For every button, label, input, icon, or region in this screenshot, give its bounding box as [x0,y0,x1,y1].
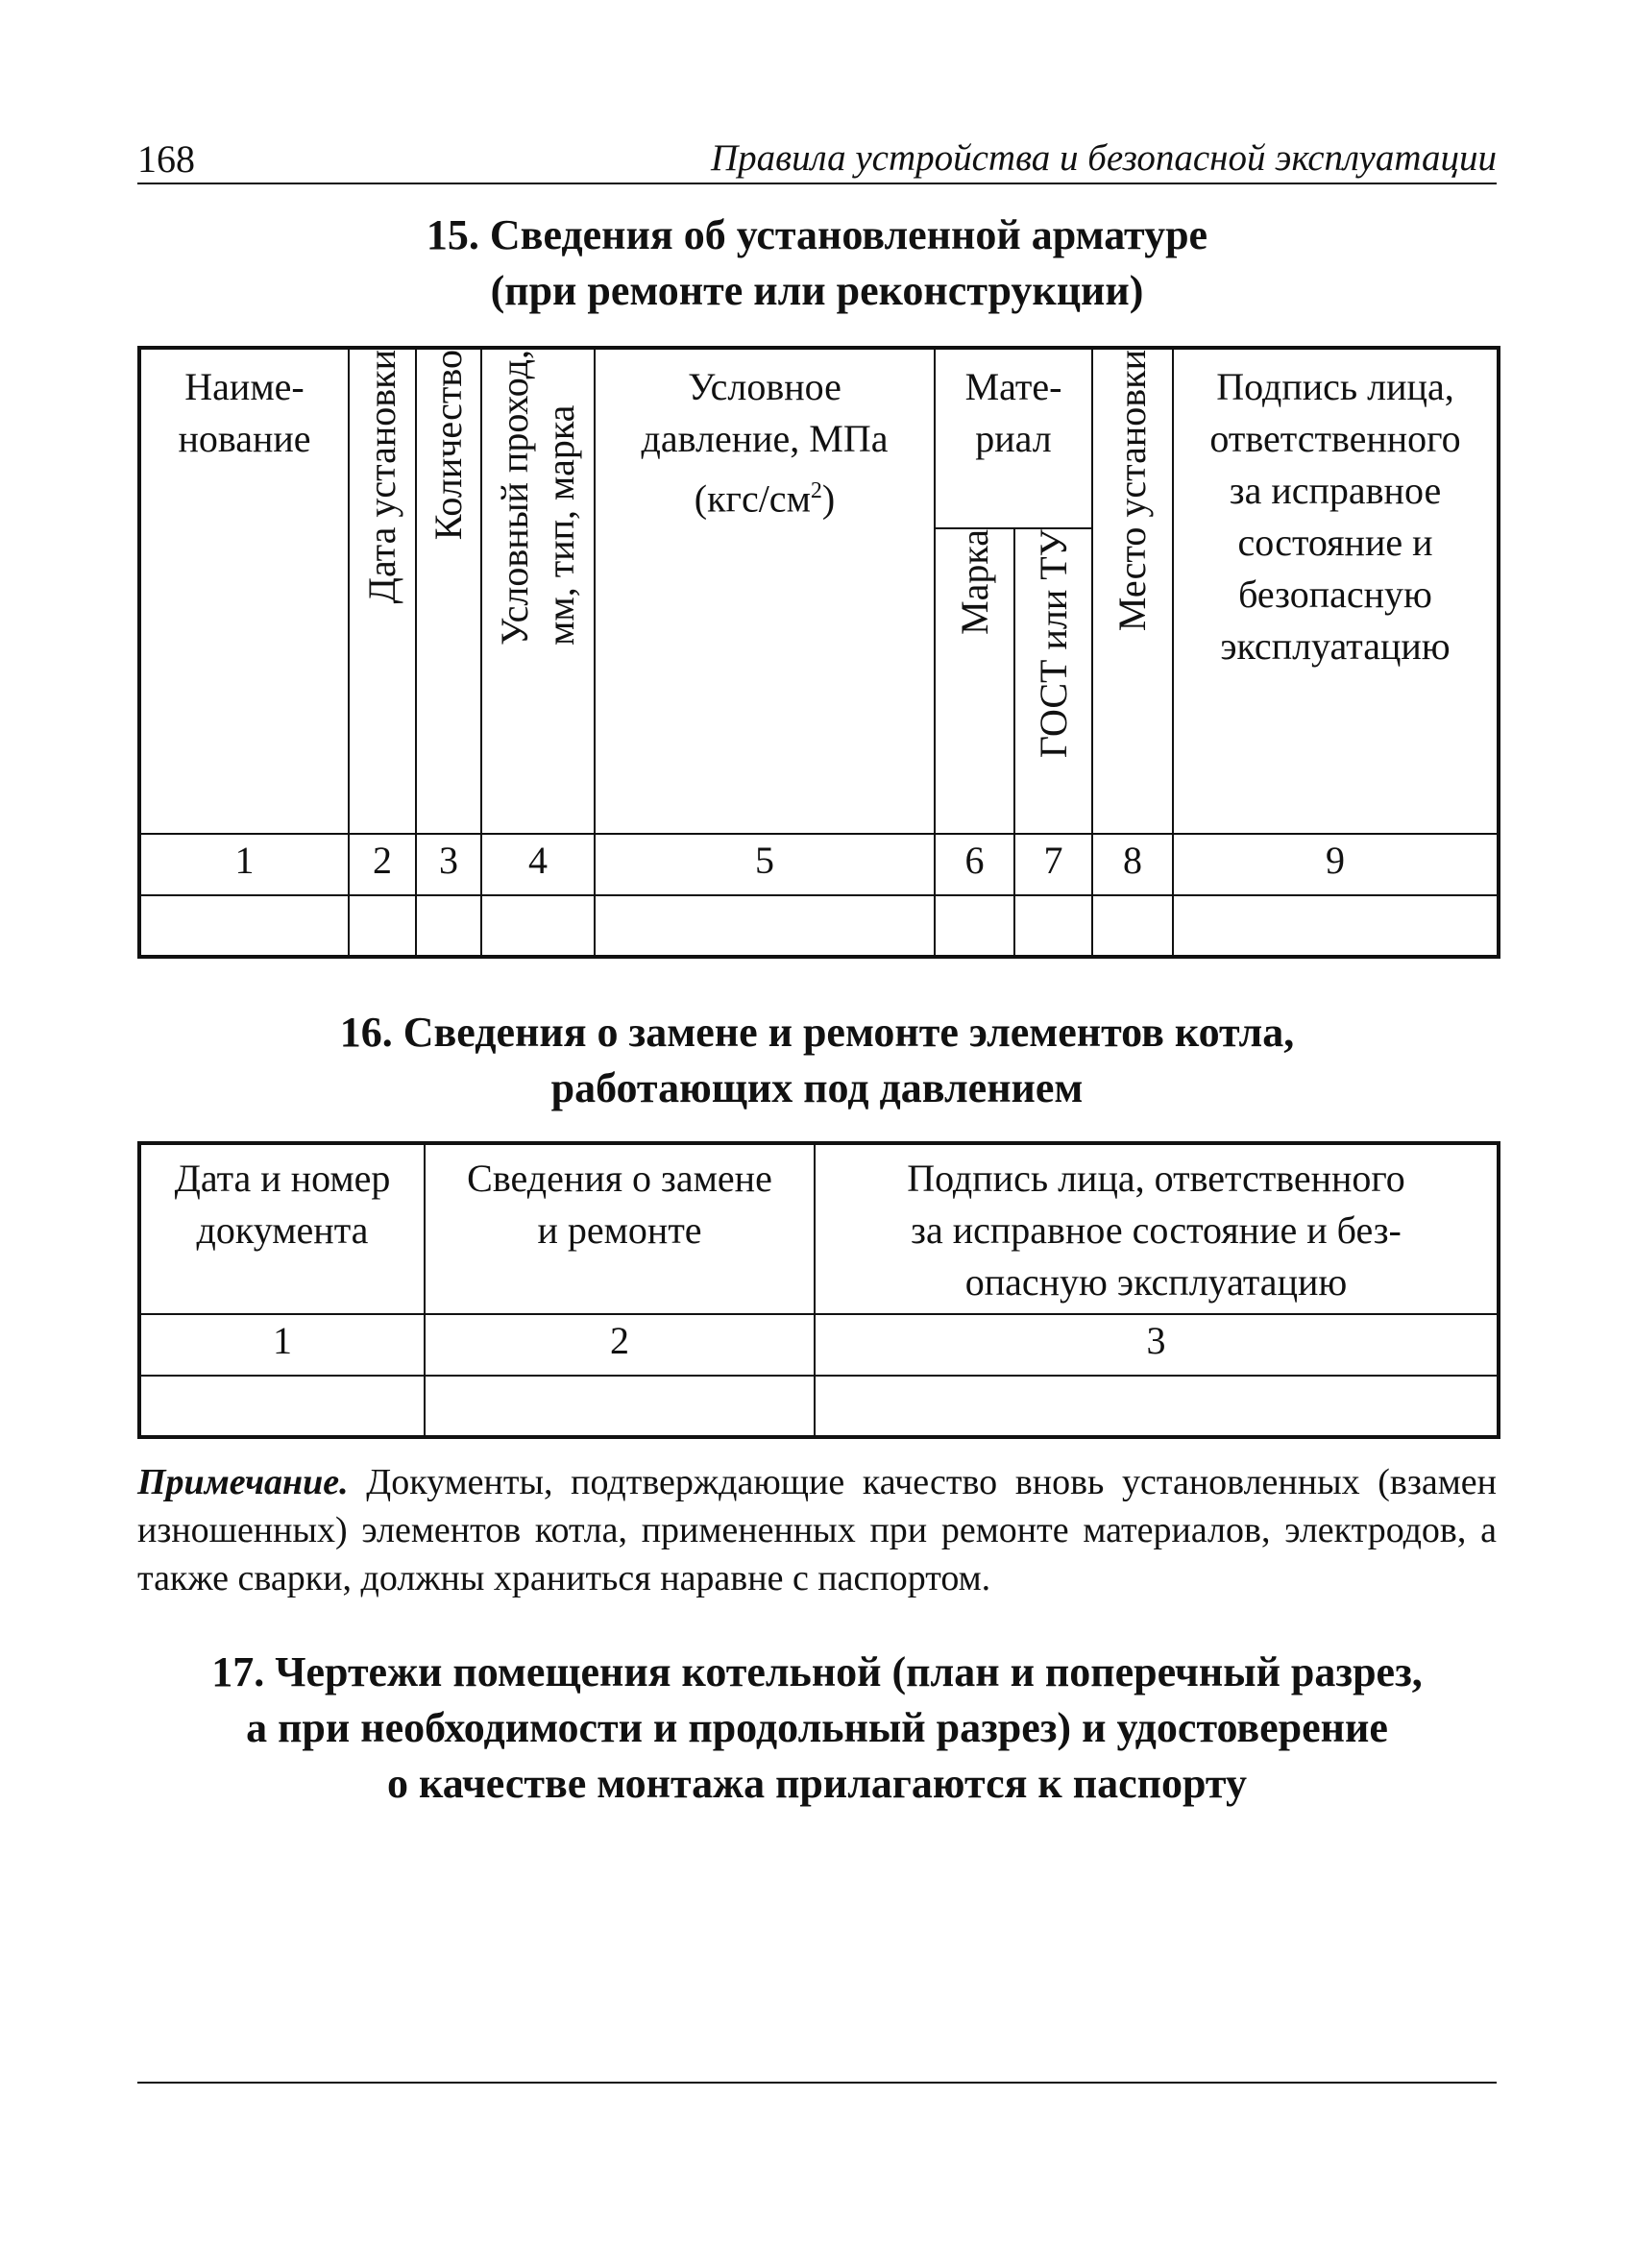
column-number-row [139,834,1499,895]
note-text: Документы, подтверждающие качество вновь установленных (взамен изношенных) элементов котла, примененных при ремонте материалов, электродов, а также сварки, должны храниться наравне с паспортом. [137,1462,1497,1598]
col-install-date-header: Дата установки [349,348,416,834]
section-16-title: 16. Сведения о замене и ремонте элементов котла, работающих под давлением [339,1009,1295,1111]
column-number: 4 [481,834,595,895]
repairs-table [137,1141,1500,1439]
note [137,1458,1497,1602]
column-number: 6 [935,834,1014,895]
col-location-header: Место установки [1092,348,1173,834]
column-number: 8 [1092,834,1173,895]
col-name-header: Наиме- нование [139,348,349,834]
column-number-row [139,1314,1499,1376]
column-number: 1 [139,1314,425,1376]
col-info-header: Сведения о замене и ремонте [425,1143,815,1314]
page-number: 168 [137,137,195,181]
col-signature-header: Подпись лица, ответственного за исправное состояние и безопасную эксплуатацию [1173,348,1499,834]
header-rule [137,183,1497,184]
section-15-title: 15. Сведения об установленной арматуре (при ремонте или реконструкции) [426,211,1208,314]
col-signature-header: Подпись лица, ответственного за исправное состояние и без- опасную эксплуатацию [815,1143,1499,1314]
section-17-title: 17. Чертежи помещения котельной (план и поперечный разрез, а при необходимости и продольный разрез) и удостоверение о качестве монтажа прилагаются к паспорту [211,1648,1423,1807]
running-title: Правила устройства и безопасной эксплуатации [711,137,1497,179]
col-doc-header: Дата и номер документа [139,1143,425,1314]
col-grade-header: Марка [935,528,1014,834]
fittings-table [137,346,1500,959]
column-number: 9 [1173,834,1499,895]
column-number: 7 [1014,834,1092,895]
note-label: Примечание. [137,1462,349,1502]
column-number: 5 [595,834,935,895]
col-passage-header: Условный проход, мм, тип, марка [481,348,595,834]
col-material-header: Мате- риал [935,348,1092,528]
empty-row [139,895,1499,957]
column-number: 2 [349,834,416,895]
column-number: 2 [425,1314,815,1376]
footer-rule [137,2082,1497,2084]
col-standard-header: ГОСТ или ТУ [1014,528,1092,834]
col-quantity-header: Количество [416,348,481,834]
empty-row [139,1376,1499,1437]
column-number: 3 [815,1314,1499,1376]
col-pressure-header: Условное давление, МПа $(кгс/см^2)$ [595,348,935,834]
column-number: 1 [139,834,349,895]
column-number: 3 [416,834,481,895]
